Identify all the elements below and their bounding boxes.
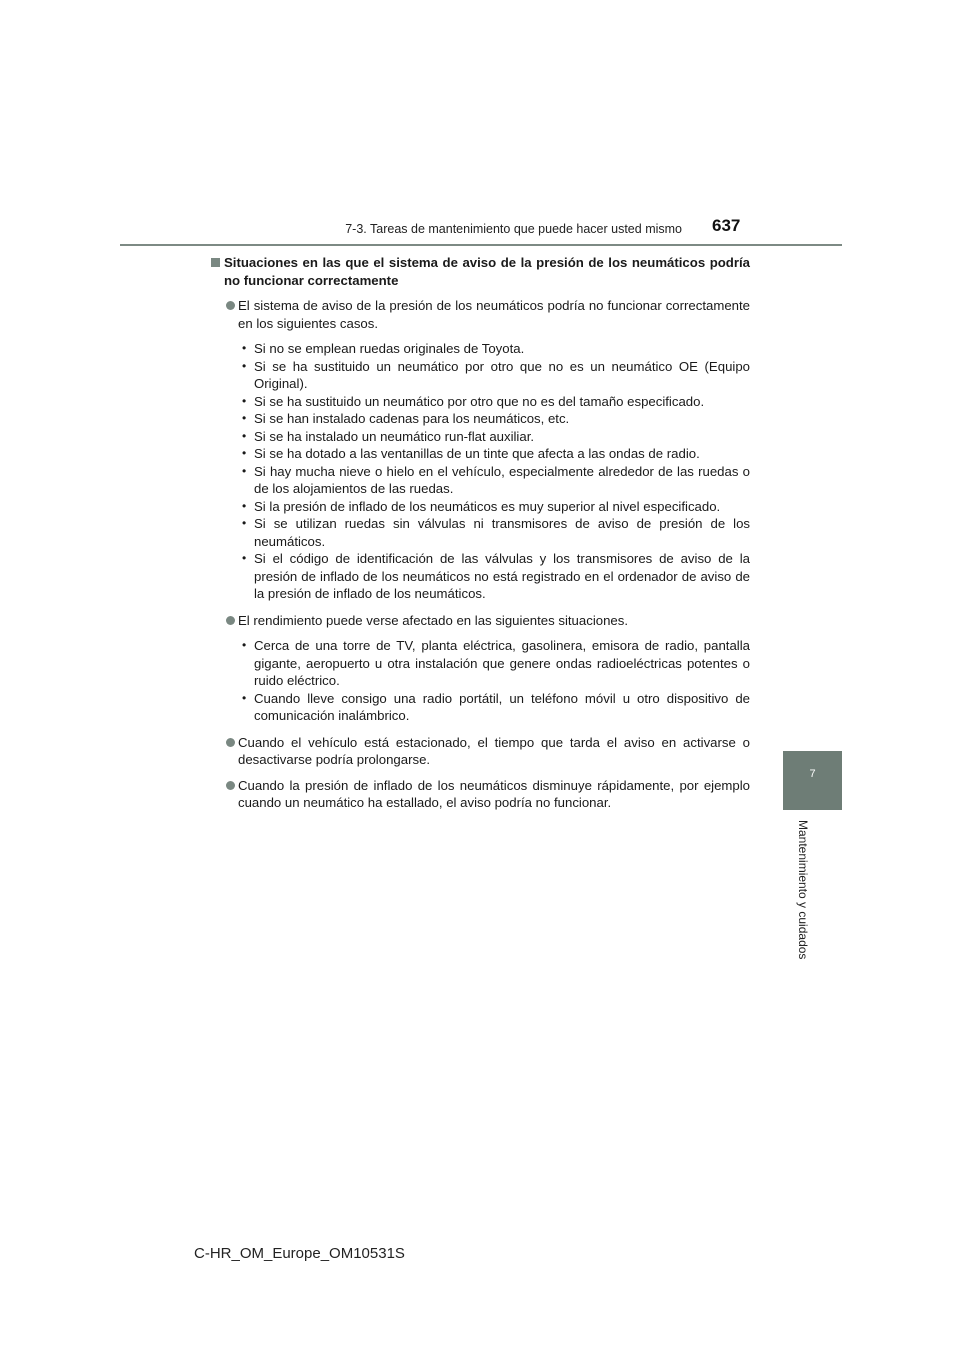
- sub-item-text: Si la presión de inflado de los neumáticos es muy superior al nivel especificado.: [254, 498, 721, 514]
- dot-icon: •: [242, 428, 247, 443]
- sub-list-item: [240, 410, 750, 428]
- sub-list: [210, 637, 750, 725]
- sub-item-text: Si el código de identificación de las válvulas y los transmisores de aviso de la presión de inflado de los neumáticos no está registrado en el ordenador de aviso de la presión de inflado de los neumáticos.: [254, 551, 750, 601]
- bullet-item: [210, 612, 750, 630]
- sub-item-text: Si se ha sustituido un neumático por otro que no es del tamaño especificado.: [254, 393, 705, 409]
- section-heading-text: Situaciones en las que el sistema de aviso de la presión de los neumáticos podría no funcionar correctamente: [224, 255, 750, 288]
- sub-list-item: [240, 463, 750, 498]
- circle-icon: [226, 781, 235, 790]
- sub-list-item: [240, 358, 750, 393]
- page-content: [210, 254, 750, 820]
- dot-icon: •: [242, 411, 247, 425]
- sub-item-text: Si se ha dotado a las ventanillas de un tinte que afecta a las ondas de radio.: [254, 446, 700, 461]
- bullet-item: [210, 734, 750, 769]
- dot-icon: •: [242, 393, 247, 408]
- chapter-number: 7: [809, 768, 816, 780]
- bullet-text: El rendimiento puede verse afectado en las siguientes situaciones.: [238, 612, 629, 628]
- sub-item-text: Si no se emplean ruedas originales de Toyota.: [254, 341, 525, 356]
- sub-item-text: Si se ha sustituido un neumático por otro que no es un neumático OE (Equipo Original).: [254, 358, 750, 391]
- bullet-list: [210, 297, 750, 812]
- dot-icon: •: [242, 358, 247, 373]
- dot-icon: •: [242, 446, 247, 460]
- sub-list-item: [240, 498, 750, 516]
- page-number: 637: [712, 216, 741, 235]
- sub-list: [210, 340, 750, 603]
- sub-item-text: Si se ha instalado un neumático run-flat auxiliar.: [254, 428, 535, 444]
- sub-list-item: [240, 393, 750, 411]
- sub-list-item: [240, 515, 750, 550]
- dot-icon: •: [242, 463, 247, 478]
- section-heading: [210, 254, 750, 289]
- bullet-text: El sistema de aviso de la presión de los neumáticos podría no funcionar correctamente en los siguientes casos.: [238, 298, 750, 331]
- circle-icon: [226, 738, 235, 747]
- square-icon: [211, 258, 220, 267]
- dot-icon: •: [242, 551, 247, 565]
- bullet-text: Cuando la presión de inflado de los neumáticos disminuye rápidamente, por ejemplo cuando un neumático ha estallado, el aviso podría no funcionar.: [238, 777, 750, 810]
- header-divider: [120, 244, 842, 246]
- sub-item-text: Si se utilizan ruedas sin válvulas ni transmisores de aviso de presión de los neumáticos.: [254, 516, 750, 549]
- sub-list-item: [240, 340, 750, 358]
- sub-list-item: [240, 690, 750, 725]
- circle-icon: [226, 301, 235, 310]
- sub-item-text: Si hay mucha nieve o hielo en el vehículo, especialmente alrededor de las ruedas o de los alojamientos de las ruedas.: [254, 463, 750, 496]
- sub-list-item: [240, 428, 750, 446]
- sub-item-text: Si se han instalado cadenas para los neumáticos, etc.: [254, 411, 570, 426]
- chapter-label: Mantenimiento y cuidados: [796, 820, 810, 960]
- bullet-item: [210, 297, 750, 332]
- circle-icon: [226, 616, 235, 625]
- bullet-text: Cuando el vehículo está estacionado, el tiempo que tarda el aviso en activarse o desactivarse podría prolongarse.: [238, 734, 750, 767]
- dot-icon: •: [242, 516, 247, 530]
- dot-icon: •: [242, 498, 247, 513]
- sub-item-text: Cuando lleve consigo una radio portátil, un teléfono móvil u otro dispositivo de comunicación inalámbrico.: [254, 690, 750, 723]
- sub-list-item: [240, 637, 750, 690]
- dot-icon: •: [242, 690, 247, 705]
- dot-icon: •: [242, 638, 247, 652]
- footer-doc-code: C-HR_OM_Europe_OM10531S: [194, 1245, 405, 1262]
- sub-list-item: [240, 445, 750, 463]
- header-title: 7-3. Tareas de mantenimiento que puede hacer usted mismo: [345, 222, 682, 236]
- sub-item-text: Cerca de una torre de TV, planta eléctrica, gasolinera, emisora de radio, pantalla gigante, aeropuerto u otra instalación que genere ondas radioeléctricas potentes o ruido eléctrico.: [254, 638, 750, 688]
- sub-list-item: [240, 550, 750, 603]
- dot-icon: •: [242, 341, 247, 355]
- chapter-tab: [783, 751, 842, 810]
- bullet-item: [210, 777, 750, 812]
